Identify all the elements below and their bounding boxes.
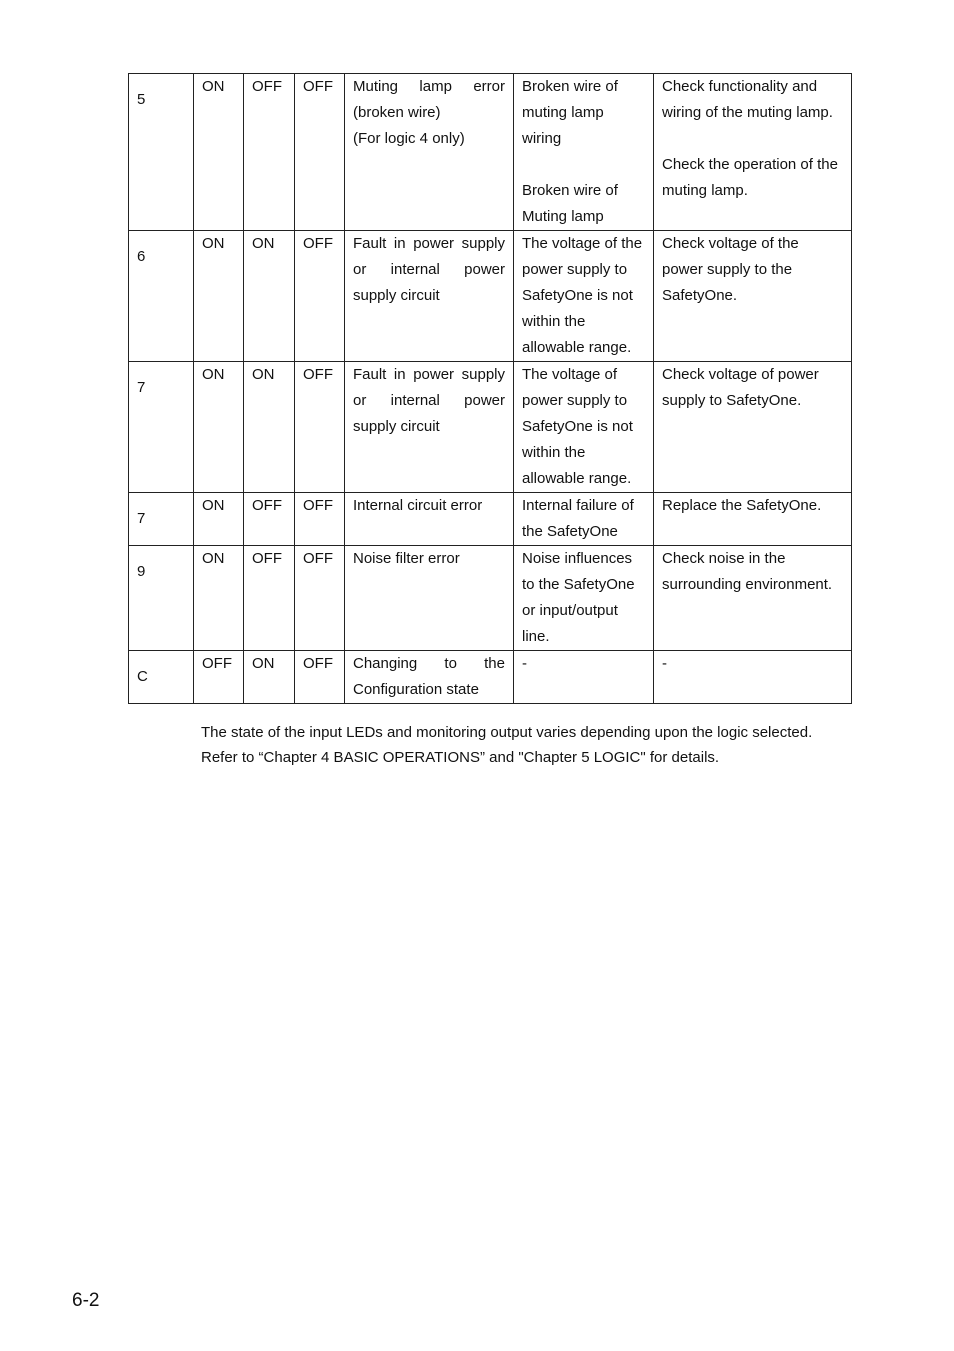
logic-note xyxy=(201,720,901,770)
error-description-cell: Changing to the Configuration state xyxy=(345,651,514,704)
error-remedy-cell: Check noise in the surrounding environment. xyxy=(654,546,852,651)
table-row xyxy=(129,74,852,231)
error-code-cell: 5 xyxy=(129,74,194,231)
table-row xyxy=(129,493,852,546)
error-remedy-cell: Check voltage of power supply to SafetyOne. xyxy=(654,362,852,493)
led-state-cell: ON xyxy=(244,362,295,493)
table-row xyxy=(129,231,852,362)
led-state-cell: OFF xyxy=(244,546,295,651)
led-state-cell: OFF xyxy=(194,651,244,704)
error-cause-cell: Internal failure of the SafetyOne xyxy=(514,493,654,546)
page-number: 6-2 xyxy=(72,1290,100,1311)
error-remedy-cell: Replace the SafetyOne. xyxy=(654,493,852,546)
led-state-cell: OFF xyxy=(295,651,345,704)
error-remedy-cell: Check functionality and wiring of the muting lamp. Check the operation of the muting lamp. xyxy=(654,74,852,231)
error-description-cell: Fault in power supply or internal power supply circuit xyxy=(345,362,514,493)
led-state-cell: ON xyxy=(244,651,295,704)
error-code-cell: 6 xyxy=(129,231,194,362)
error-cause-cell: The voltage of the power supply to SafetyOne is not within the allowable range. xyxy=(514,231,654,362)
table-row xyxy=(129,651,852,704)
error-description-cell: Noise filter error xyxy=(345,546,514,651)
error-description-cell: Internal circuit error xyxy=(345,493,514,546)
error-cause-cell: - xyxy=(514,651,654,704)
led-state-cell: OFF xyxy=(244,493,295,546)
led-state-cell: ON xyxy=(194,74,244,231)
error-cause-cell: Broken wire of muting lamp wiring Broken wire of Muting lamp xyxy=(514,74,654,231)
led-state-cell: OFF xyxy=(295,231,345,362)
led-state-cell: OFF xyxy=(295,546,345,651)
led-state-cell: ON xyxy=(194,546,244,651)
note-line: The state of the input LEDs and monitoring output varies depending upon the logic selected. xyxy=(201,724,813,741)
error-description-cell: Fault in power supply or internal power supply circuit xyxy=(345,231,514,362)
error-description-cell: Muting lamp error (broken wire) (For logic 4 only) xyxy=(345,74,514,231)
note-line: Refer to “Chapter 4 BASIC OPERATIONS” and "Chapter 5 LOGIC" for details. xyxy=(201,749,720,766)
led-state-cell: ON xyxy=(194,362,244,493)
led-state-cell: OFF xyxy=(295,493,345,546)
error-cause-cell: Noise influences to the SafetyOne or input/output line. xyxy=(514,546,654,651)
error-code-cell: 7 xyxy=(129,362,194,493)
table-row xyxy=(129,362,852,493)
error-remedy-cell: Check voltage of the power supply to the SafetyOne. xyxy=(654,231,852,362)
led-state-cell: ON xyxy=(194,493,244,546)
led-state-cell: OFF xyxy=(244,74,295,231)
error-code-table xyxy=(128,73,852,704)
error-code-cell: 9 xyxy=(129,546,194,651)
led-state-cell: ON xyxy=(194,231,244,362)
error-code-cell: C xyxy=(129,651,194,704)
table-row xyxy=(129,546,852,651)
error-cause-cell: The voltage of power supply to SafetyOne is not within the allowable range. xyxy=(514,362,654,493)
error-remedy-cell: - xyxy=(654,651,852,704)
error-code-cell: 7 xyxy=(129,493,194,546)
led-state-cell: OFF xyxy=(295,74,345,231)
led-state-cell: OFF xyxy=(295,362,345,493)
led-state-cell: ON xyxy=(244,231,295,362)
